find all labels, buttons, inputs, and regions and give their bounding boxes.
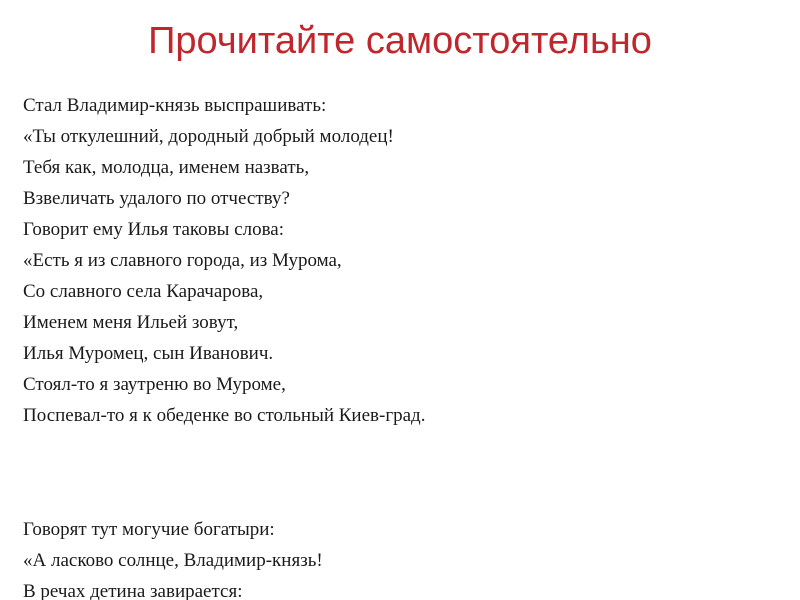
poem-line: «А ласково солнце, Владимир-князь! [23,550,323,571]
poem-line: Именем меня Ильей зовут, [23,312,239,333]
slide-title: Прочитайте самостоятельно [148,20,652,62]
poem-line: Тебя как, молодца, именем назвать, [23,157,310,178]
poem-line: Взвеличать удалого по отчеству? [23,188,290,209]
stanza-2 [23,514,323,600]
poem-line: Поспевал-то я к обеденке во стольный Киев-град. [23,405,426,426]
poem-line: «Ты откулешний, дородный добрый молодец! [23,126,394,147]
poem-line: Стал Владимир-князь выспрашивать: [23,95,327,116]
poem-line: Говорит ему Илья таковы слова: [23,219,285,240]
poem-line: Стоял-то я заутреню во Муроме, [23,374,286,395]
poem-line: «Есть я из славного города, из Мурома, [23,250,342,271]
poem-line: В речах детина завирается: [23,581,243,600]
poem-line: Илья Муромец, сын Иванович. [23,343,274,364]
poem-line: Со славного села Карачарова, [23,281,264,302]
stanza-1 [23,90,425,431]
poem-line: Говорят тут могучие богатыри: [23,519,275,540]
